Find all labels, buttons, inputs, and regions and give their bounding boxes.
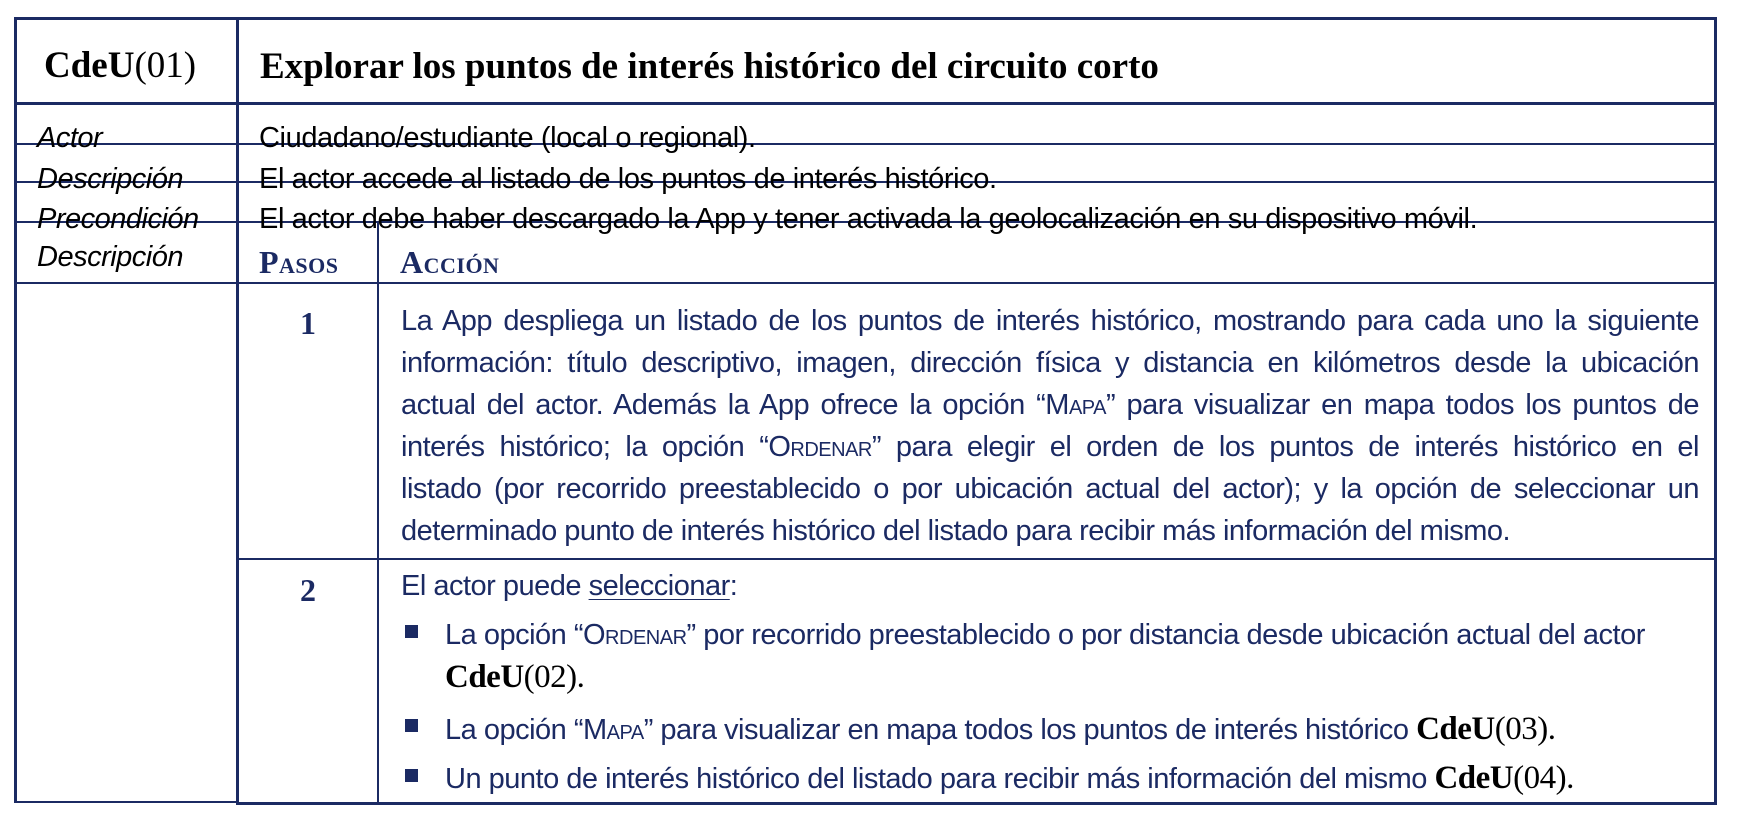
border-header-bottom (14, 102, 1717, 105)
border-row (14, 282, 1717, 284)
step-1-line: determinado punto de interés histórico del listado para recibir más información del mismo. (401, 515, 1511, 547)
border-left (14, 17, 17, 803)
description-steps-label: Descripción (37, 241, 183, 273)
step-number-2: 2 (300, 572, 316, 608)
bullet-square-icon (405, 719, 418, 732)
action-column-header: Acción (400, 244, 500, 280)
border-steps-divider (377, 221, 379, 805)
border-right (1714, 17, 1717, 805)
use-case-code: CdeU(01) (44, 45, 197, 86)
step-2-option-ordenar: La opción “Ordenar” por recorrido preestablecido o por distancia desde ubicación actual del actor (445, 619, 1645, 651)
bullet-square-icon (405, 625, 418, 638)
border-col-divider (236, 17, 239, 805)
step-2-option-mapa: La opción “Mapa” para visualizar en mapa todos los puntos de interés histórico CdeU(03). (445, 711, 1556, 747)
bullet-square-icon (405, 769, 418, 782)
step-1-line: interés histórico; la opción “Ordenar” para elegir el orden de los puntos de interés histórico en el (401, 431, 1699, 463)
step-1-line: actual del actor. Además la App ofrece la opción “Mapa” para visualizar en mapa todos los puntos de (401, 389, 1699, 421)
steps-column-header: Pasos (259, 244, 339, 280)
border-top (14, 17, 1717, 20)
step-number-1: 1 (300, 305, 316, 341)
precondition-label: Precondición (37, 203, 199, 235)
step-1-text (401, 300, 1699, 552)
step-2-ref-02: CdeU(02). (445, 659, 585, 695)
precondition-value: El actor debe haber descargado la App y tener activada la geolocalización en su dispositivo móvil. (259, 203, 1478, 235)
seleccionar-underlined: seleccionar (588, 570, 730, 602)
step-2-intro: El actor puede seleccionar: (401, 570, 738, 602)
step-2-option-punto: Un punto de interés histórico del listado para recibir más información del mismo CdeU(04). (445, 760, 1574, 796)
border-row (237, 558, 1717, 560)
border-bottom (237, 802, 1717, 805)
description-value: El actor accede al listado de los puntos de interés histórico. (259, 163, 997, 195)
step-1-line: La App despliega un listado de los puntos de interés histórico, mostrando para cada uno la siguiente (401, 305, 1699, 337)
use-case-title: Explorar los puntos de interés histórico del circuito corto (260, 46, 1159, 87)
actor-label: Actor (37, 122, 103, 154)
actor-value: Ciudadano/estudiante (local o regional). (259, 122, 756, 154)
description-label: Descripción (37, 163, 183, 195)
border-bottom-left (14, 801, 238, 803)
step-1-line: listado (por recorrido preestablecido o por ubicación actual del actor); y la opción de seleccionar un (401, 473, 1699, 505)
step-1-line: información: título descriptivo, imagen, dirección física y distancia en kilómetros desde la ubicación (401, 347, 1699, 379)
